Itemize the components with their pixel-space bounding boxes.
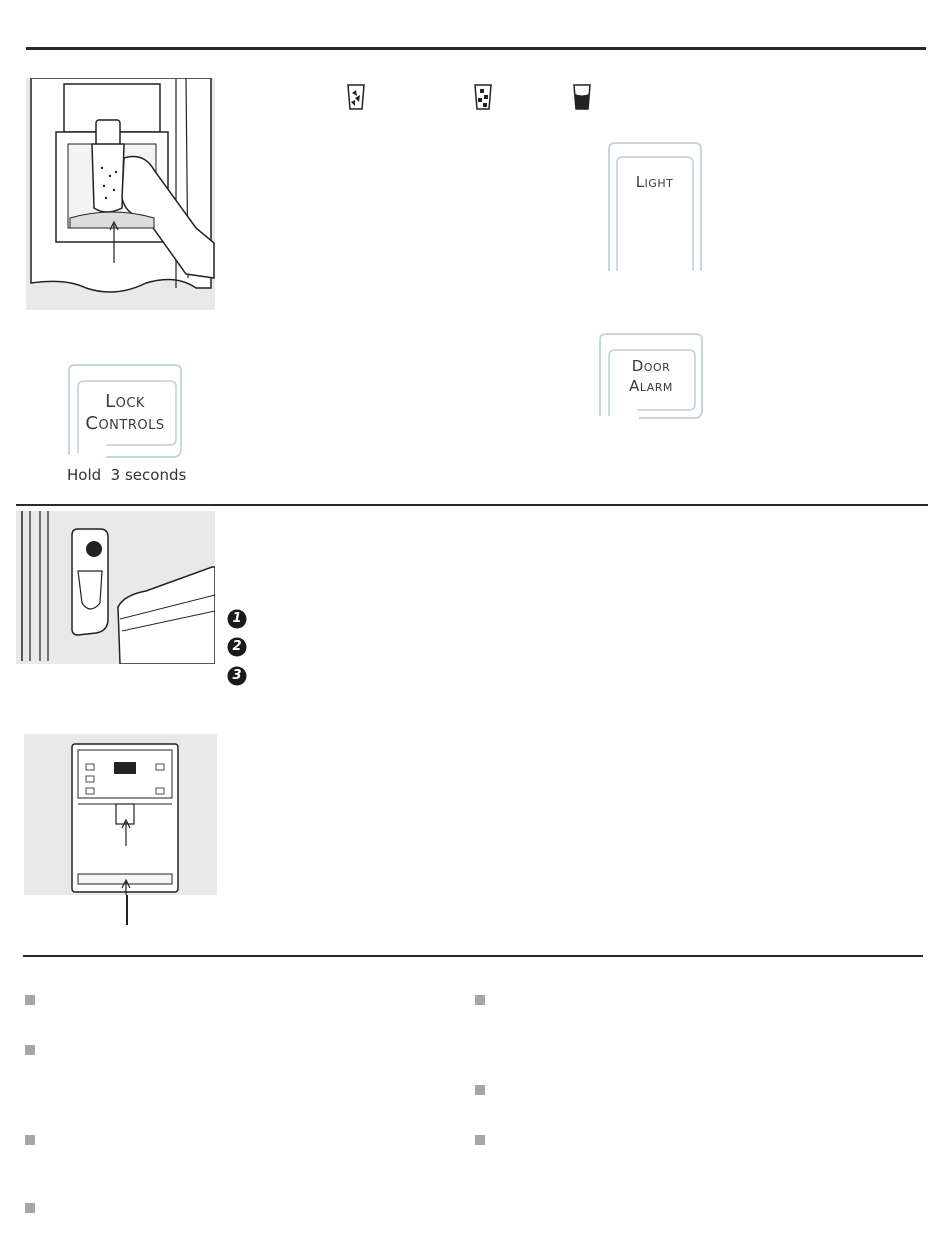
lock-label-line2: Controls [85, 413, 165, 434]
lock-label-line1: Lock [105, 391, 145, 412]
water-icon [573, 84, 591, 110]
dispenser-front-illustration [24, 734, 217, 895]
bullet-marker [25, 995, 35, 1005]
step-2-number: 2 [232, 639, 242, 654]
light-button-label: Light [635, 173, 674, 191]
light-button[interactable] [605, 141, 704, 274]
bullet-marker [25, 1203, 35, 1213]
step-3-number: 3 [232, 668, 242, 683]
door-alarm-label-line1: Door [631, 357, 671, 375]
bullet-marker [25, 1045, 35, 1055]
lock-controls-button[interactable] [66, 363, 184, 461]
section-rule-middle [16, 504, 928, 506]
bullet-marker [475, 995, 485, 1005]
lock-hold-caption: Hold 3 seconds [67, 466, 187, 484]
bullet-marker [25, 1135, 35, 1145]
cubed-ice-icon [474, 84, 492, 110]
door-alarm-button[interactable] [597, 332, 705, 422]
pointer-arrow-line [126, 895, 128, 925]
header-rule [26, 47, 926, 50]
door-alarm-label-line2: Alarm [629, 377, 673, 395]
step-1-number: 1 [232, 611, 242, 626]
bullet-marker [475, 1085, 485, 1095]
bullet-marker [475, 1135, 485, 1145]
crushed-ice-icon [347, 84, 365, 110]
step-3-icon [227, 666, 247, 686]
step-1-icon [227, 609, 247, 629]
dispenser-hand-illustration [26, 78, 215, 310]
section-rule-bottom [23, 955, 923, 957]
step-2-icon [227, 637, 247, 657]
door-side-illustration [16, 511, 215, 664]
